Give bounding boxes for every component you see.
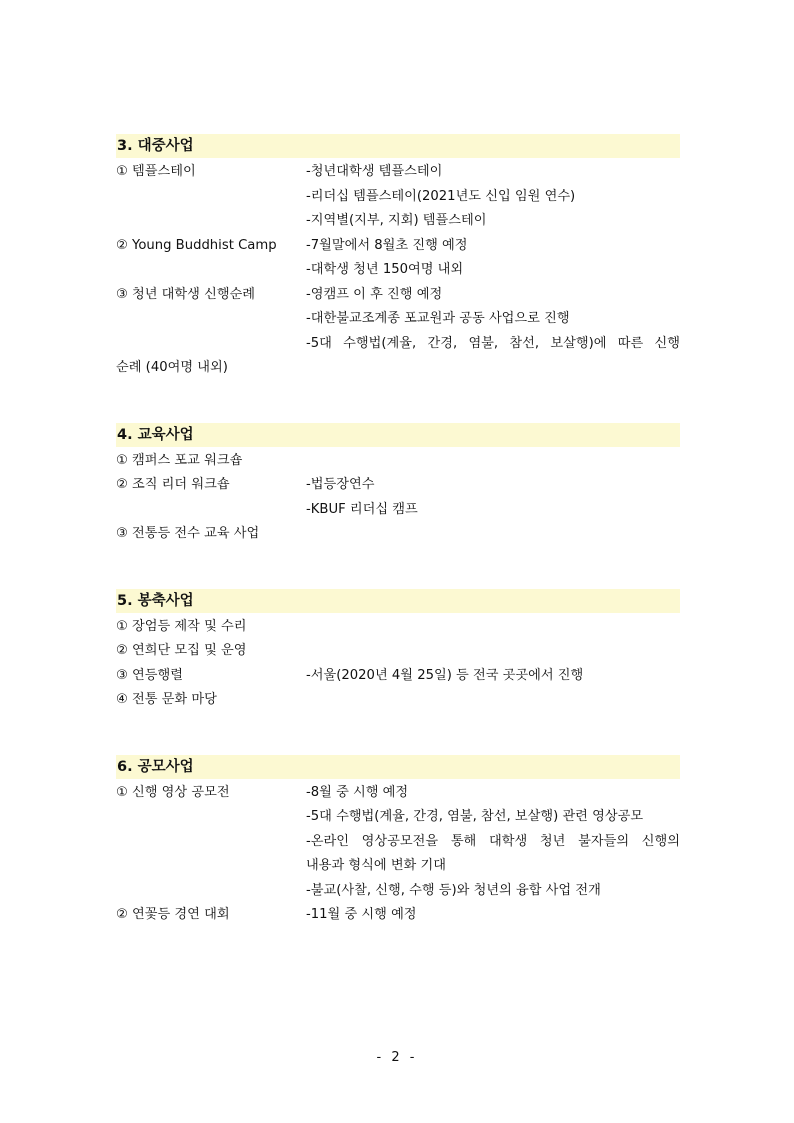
list-item-continuation [116, 356, 680, 381]
detail-line: -대학생 청년 150여명 내외 [306, 262, 464, 277]
item-label: ① 캠퍼스 포교 워크숍 [116, 452, 243, 468]
detail-line: -서울(2020년 4월 25일) 등 전국 곳곳에서 진행 [306, 667, 584, 683]
detail-line: -5대 수행법(계율, 간경, 염불, 참선, 보살행)에 따른 신행 [306, 335, 680, 351]
list-item [116, 781, 680, 904]
section-contest-programs [116, 755, 680, 928]
list-item [116, 615, 680, 640]
list-item [116, 449, 680, 474]
item-label: ① 신행 영상 공모전 [116, 784, 230, 800]
detail-line: -KBUF 리더십 캠프 [306, 501, 418, 517]
detail-line: -지역별(지부, 지회) 템플스테이 [306, 213, 487, 228]
item-details [306, 664, 680, 689]
list-item [116, 283, 680, 357]
item-details [306, 473, 680, 522]
item-label: ④ 전통 문화 마당 [116, 692, 217, 707]
section-celebration-programs [116, 589, 680, 713]
list-item [116, 522, 680, 547]
page-number: - 2 - [376, 1050, 418, 1065]
item-label: ② 연희단 모집 및 운영 [116, 643, 247, 658]
section-heading: 3. 대중사업 [116, 134, 680, 158]
list-item [116, 639, 680, 664]
item-label: ② 조직 리더 워크숍 [116, 477, 230, 492]
item-details [306, 781, 680, 904]
item-details [306, 234, 680, 283]
item-label: ① 템플스테이 [116, 164, 196, 179]
section-mass-programs [116, 134, 680, 381]
detail-line: -법등장연수 [306, 477, 375, 492]
item-details [306, 160, 680, 234]
detail-line: -5대 수행법(계율, 간경, 염불, 참선, 보살행) 관련 영상공모 [306, 809, 644, 824]
detail-line: 내용과 형식에 변화 기대 [306, 858, 446, 873]
detail-line: -온라인 영상공모전을 통해 대학생 청년 불자들의 신행의 [306, 833, 680, 849]
detail-line: -대한불교조계종 포교원과 공동 사업으로 진행 [306, 311, 570, 326]
list-item [116, 234, 680, 283]
document-page [116, 134, 680, 970]
item-label: ③ 연등행렬 [116, 667, 183, 683]
detail-line: -11월 중 시행 예정 [306, 907, 417, 922]
item-label: ② 연꽃등 경연 대회 [116, 907, 230, 922]
list-item [116, 664, 680, 689]
list-item [116, 903, 680, 928]
section-heading: 4. 교육사업 [116, 423, 680, 447]
item-label: ③ 청년 대학생 신행순례 [116, 286, 256, 302]
item-details [306, 903, 680, 928]
detail-line: -8월 중 시행 예정 [306, 784, 409, 800]
section-heading: 5. 봉축사업 [116, 589, 680, 613]
detail-line: 순례 (40여명 내외) [116, 360, 228, 375]
list-item [116, 160, 680, 234]
detail-line: -7월말에서 8월초 진행 예정 [306, 237, 468, 253]
detail-line: -영캠프 이 후 진행 예정 [306, 286, 443, 302]
item-label: ① 장엄등 제작 및 수리 [116, 618, 247, 634]
detail-line: -리더십 템플스테이(2021년도 신입 임원 연수) [306, 188, 576, 204]
list-item [116, 473, 680, 522]
section-heading: 6. 공모사업 [116, 755, 680, 779]
item-details [306, 283, 680, 357]
detail-line: -불교(사찰, 신행, 수행 등)와 청년의 융합 사업 전개 [306, 882, 601, 898]
item-label: ③ 전통등 전수 교육 사업 [116, 526, 260, 541]
item-label: ② Young Buddhist Camp [116, 237, 277, 253]
section-education-programs [116, 423, 680, 547]
list-item [116, 688, 680, 713]
detail-line: -청년대학생 템플스테이 [306, 164, 443, 179]
